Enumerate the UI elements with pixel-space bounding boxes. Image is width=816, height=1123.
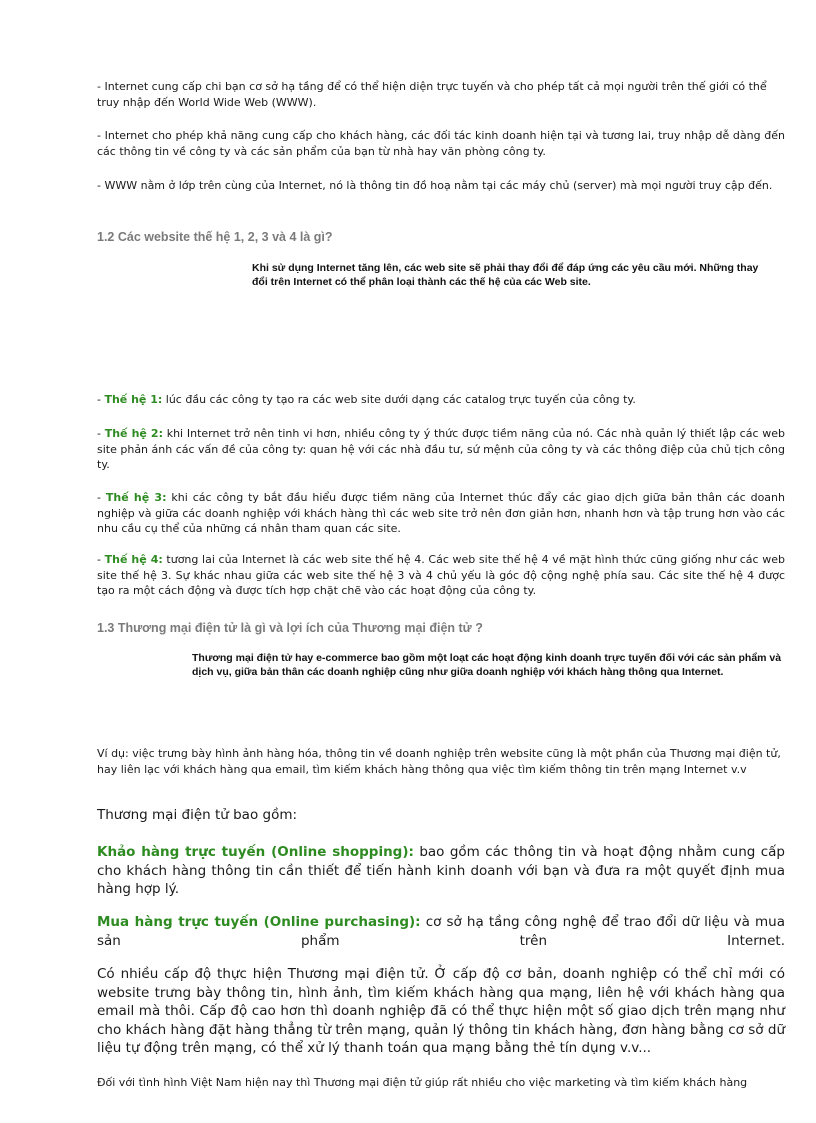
generation-4-label: Thế hệ 4:: [104, 553, 163, 566]
generation-2-label: Thế hệ 2:: [104, 427, 163, 440]
intro-paragraph-2: - Internet cho phép khả năng cung cấp cho khách hàng, các đối tác kinh doanh hiện tại và tương lai, truy nhập dễ dàng đến các thông tin về công ty và các sản phẩm của bạn từ nhà hay văn phòng công ty.: [97, 129, 785, 158]
section-1-3-quote: Thương mại điện tử hay e-commerce bao gồm một loạt các hoạt động kinh doanh trực tuyến đối với các sản phẩm và dịch vụ, giữa bản thân các doanh nghiệp cũng như giữa doanh nghiệp với khách hàng thông qua Internet.: [192, 652, 782, 678]
vietnam-paragraph: Đối với tình hình Việt Nam hiện nay thì Thương mại điện tử giúp rất nhiều cho việc marketing và tìm kiếm khách hàng: [97, 1076, 748, 1089]
section-1-2-quote: Khi sử dụng Internet tăng lên, các web site sẽ phải thay đổi để đáp ứng các yêu cầu mới. Những thay đổi trên Internet có thể phân loại thành các thế hệ của các Web site.: [252, 262, 759, 288]
generation-1-text: lúc đầu các công ty tạo ra các web site dưới dạng các catalog trực tuyến của công ty.: [162, 393, 636, 406]
intro-paragraph-1: - Internet cung cấp chi bạn cơ sở hạ tầng để có thể hiện diện trực tuyến và cho phép tất cả mọi người trên thế giới có thể truy nhập đến World Wide Web (WWW).: [97, 80, 767, 109]
online-shopping-label: Khảo hàng trực tuyến (Online shopping):: [97, 844, 414, 860]
section-heading-1-3: 1.3 Thương mại điện tử là gì và lợi ích của Thương mại điện tử ?: [97, 621, 483, 635]
generation-2-paragraph: [97, 426, 785, 473]
generation-2-dash: -: [97, 427, 105, 440]
example-paragraph: Ví dụ: việc trưng bày hình ảnh hàng hóa, thông tin về doanh nghiệp trên website cũng là một phần của Thương mại điện tử, hay liên lạc với khách hàng qua email, tìm kiếm khách hàng thông qua việc tìm kiếm thông tin trên mạng Internet v.v: [97, 747, 781, 776]
generation-3-paragraph: [97, 490, 785, 537]
intro-paragraph-3: - WWW nằm ở lớp trên cùng của Internet, nó là thông tin đồ hoạ nằm tại các máy chủ (server) mà mọi người truy cập đến.: [97, 179, 773, 192]
online-shopping-paragraph: [97, 843, 785, 899]
generation-4-dash: -: [97, 553, 105, 566]
generation-3-label: Thế hệ 3:: [105, 491, 167, 504]
generation-1-dash: -: [97, 393, 105, 406]
online-purchasing-text: cơ sở hạ tầng công nghệ để trao đổi dữ liệu và mua sản phẩm trên Internet.: [97, 914, 785, 949]
generation-1-label: Thế hệ 1:: [104, 393, 163, 406]
generation-3-dash: -: [97, 491, 106, 504]
online-shopping-text: bao gồm các thông tin và hoạt động nhằm cung cấp cho khách hàng thông tin cần thiết để tiến hành kinh doanh với bạn và đưa ra một quyết định mua hàng hợp lý.: [97, 844, 785, 897]
generation-4-text: tương lai của Internet là các web site thế hệ 4. Các web site thế hệ 4 về mặt hình thức cũng giống như các web site thế hệ 3. Sự khác nhau giữa các web site thế hệ 3 và 4 chủ yếu là góc độ cộng nghệ phía sau. Các site thế hệ 4 được tạo ra một cách động và được tích hợp chặt chẽ vào các hoạt động của công ty.: [97, 553, 785, 597]
generation-3-text: khi các công ty bắt đầu hiểu được tiềm năng của Internet thúc đẩy các giao dịch giữa bản thân các doanh nghiệp và giữa các doanh nghiệp với khách hàng thì các web site trở nên đơn giản hơn, nhanh hơn và tập trung hơn vào các nhu cầu cụ thể của những cá nhân tham quan các site.: [97, 491, 785, 535]
generation-4-paragraph: [97, 552, 785, 599]
online-purchasing-paragraph: [97, 913, 785, 950]
ecommerce-includes-line: Thương mại điện tử bao gồm:: [97, 807, 298, 823]
generation-1-paragraph: [97, 392, 785, 408]
section-heading-1-2: 1.2 Các website thế hệ 1, 2, 3 và 4 là gì?: [97, 230, 333, 244]
generation-2-text: khi Internet trở nên tinh vi hơn, nhiều công ty ý thức được tiềm năng của nó. Các nhà quản lý thiết lập các web site phản ánh các vấn đề của công ty: quan hệ với các nhà đầu tư, sứ mệnh của công ty và các thông điệp của chủ tịch công ty.: [97, 427, 786, 471]
ecommerce-levels-paragraph: Có nhiều cấp độ thực hiện Thương mại điện tử. Ở cấp độ cơ bản, doanh nghiệp có thể chỉ mới có website trưng bày thông tin, hình ảnh, tìm kiếm khách hàng qua mạng, liên hệ với khách hàng qua email mà thôi. Cấp độ cao hơn thì doanh nghiệp đã có thể thực hiện một số giao dịch trên mạng như cho khách hàng đặt hàng thẳng từ trên mạng, quản lý thông tin khách hàng, đơn hàng bằng cơ sở dữ liệu tự động trên mạng, có thể xử lý thanh toán qua mạng bằng thẻ tín dụng v.v...: [97, 966, 785, 1056]
online-purchasing-label: Mua hàng trực tuyến (Online purchasing):: [97, 914, 421, 930]
